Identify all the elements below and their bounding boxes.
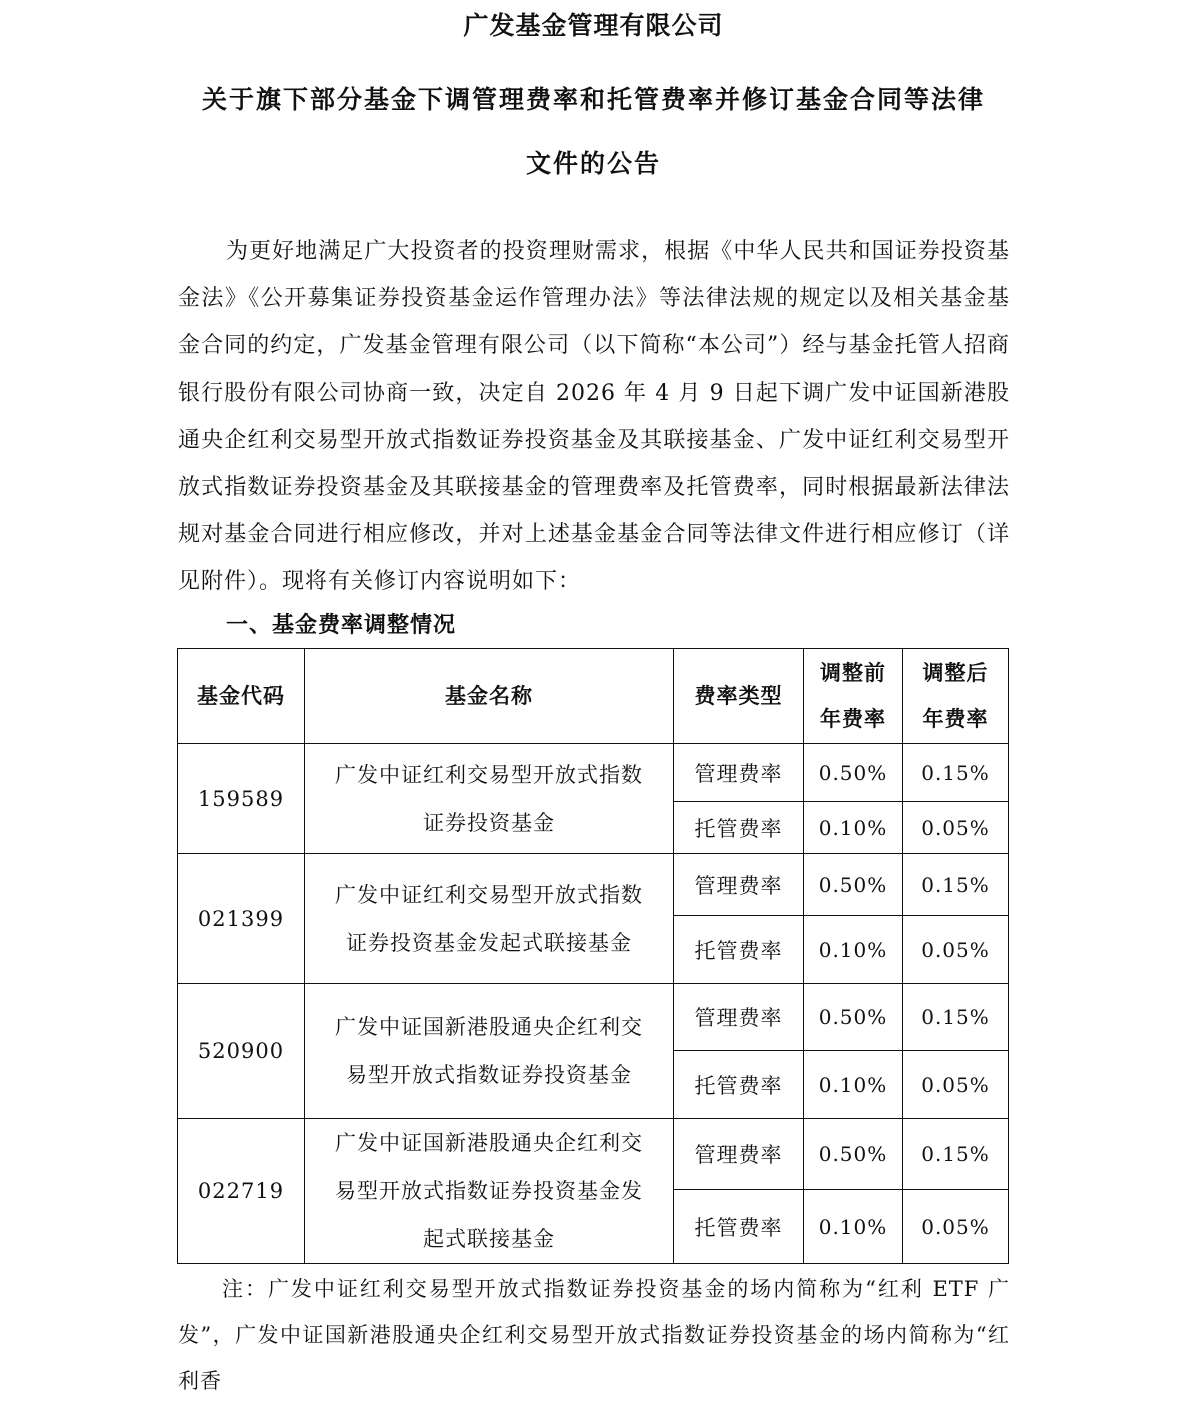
title-line-1: 关于旗下部分基金下调管理费率和托管费率并修订基金合同等法律 (201, 85, 985, 114)
rate-after: 0.15% (903, 984, 1009, 1051)
header-after-line1: 调整后 (922, 661, 989, 685)
fee-adjustment-table (177, 648, 1009, 1264)
title-line-2: 文件的公告 (525, 149, 661, 178)
header-before-rate (804, 649, 903, 744)
fee-type: 托管费率 (674, 802, 804, 854)
table-row (178, 854, 1009, 916)
header-after-line2: 年费率 (922, 707, 989, 731)
header-before-line1: 调整前 (820, 661, 886, 685)
announcement-title (170, 68, 1017, 196)
rate-after: 0.15% (903, 854, 1009, 916)
rate-after: 0.15% (903, 1119, 1009, 1190)
rate-before: 0.50% (804, 984, 903, 1051)
rate-after: 0.15% (903, 744, 1009, 802)
fund-name-line: 广发中证红利交易型开放式指数 (335, 762, 643, 787)
fund-name (305, 1119, 674, 1264)
header-after-rate (903, 649, 1009, 744)
fee-type: 管理费率 (674, 1119, 804, 1190)
rate-before: 0.10% (804, 1190, 903, 1264)
fee-type: 托管费率 (674, 1051, 804, 1119)
fund-name-line: 广发中证红利交易型开放式指数 (335, 882, 643, 907)
intro-paragraph: 为更好地满足广大投资者的投资理财需求，根据《中华人民共和国证券投资基金法》《公开募集证券投资基金运作管理办法》等法律法规的规定以及相关基金基金合同的约定，广发基金管理有限公司（以下简称“本公司”）经与基金托管人招商银行股份有限公司协商一致，决定自 2026 年 4 月 9 日起下调广发中证国新港股通央企红利交易型开放式指数证券投资基金及其联接基金、广发中证红利交易型开放式指数证券投资基金及其联接基金的管理费率及托管费率，同时根据最新法律法规对基金合同进行相应修改，并对上述基金基金合同等法律文件进行相应修订（详见附件）。现将有关修订内容说明如下： (178, 239, 1010, 595)
fund-code: 520900 (178, 984, 305, 1119)
fund-name-line: 证券投资基金发起式联接基金 (346, 930, 632, 955)
rate-after: 0.05% (903, 916, 1009, 984)
header-fund-code: 基金代码 (178, 649, 305, 744)
rate-before: 0.10% (804, 1051, 903, 1119)
rate-after: 0.05% (903, 1051, 1009, 1119)
rate-before: 0.50% (804, 1119, 903, 1190)
rate-after: 0.05% (903, 1190, 1009, 1264)
section-heading: 一、基金费率调整情况 (226, 613, 457, 638)
fee-type: 管理费率 (674, 854, 804, 916)
rate-before: 0.10% (804, 916, 903, 984)
table-row (178, 744, 1009, 802)
header-fund-name: 基金名称 (305, 649, 674, 744)
header-before-line2: 年费率 (820, 707, 886, 731)
fund-name (305, 984, 674, 1119)
table-row (178, 1119, 1009, 1190)
rate-after: 0.05% (903, 802, 1009, 854)
fee-type: 管理费率 (674, 744, 804, 802)
table-note: 注：广发中证红利交易型开放式指数证券投资基金的场内简称为“红利 ETF 广发”，广发中证国新港股通央企红利交易型开放式指数证券投资基金的场内简称为“红利香 (178, 1277, 1010, 1393)
fee-type: 管理费率 (674, 984, 804, 1051)
fund-name-line: 广发中证国新港股通央企红利交 (335, 1131, 643, 1155)
fund-name-line: 易型开放式指数证券投资基金 (346, 1063, 632, 1087)
rate-before: 0.50% (804, 854, 903, 916)
fee-type: 托管费率 (674, 916, 804, 984)
rate-before: 0.50% (804, 744, 903, 802)
table-row (178, 984, 1009, 1051)
fund-code: 159589 (178, 744, 305, 854)
header-fee-type: 费率类型 (674, 649, 804, 744)
fund-name-line: 证券投资基金 (423, 810, 555, 835)
fund-name (305, 854, 674, 984)
fund-name (305, 744, 674, 854)
fund-name-line: 广发中证国新港股通央企红利交 (335, 1015, 643, 1039)
fund-name-line: 起式联接基金 (423, 1227, 555, 1251)
company-name: 广发基金管理有限公司 (463, 11, 724, 40)
table-header-row (178, 649, 1009, 744)
fund-code: 022719 (178, 1119, 305, 1264)
rate-before: 0.10% (804, 802, 903, 854)
fee-type: 托管费率 (674, 1190, 804, 1264)
fund-code: 021399 (178, 854, 305, 984)
fund-name-line: 易型开放式指数证券投资基金发 (335, 1179, 643, 1203)
